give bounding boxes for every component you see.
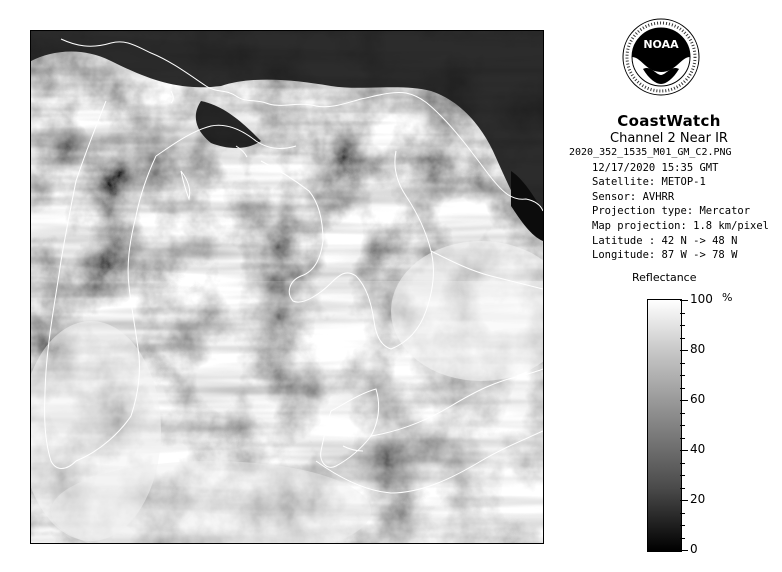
colorbar-tick <box>680 325 685 326</box>
satellite: Satellite: METOP-1 <box>592 176 706 189</box>
colorbar-tick <box>680 475 685 476</box>
datetime: 12/17/2020 15:35 GMT <box>592 161 719 174</box>
colorbar-tick <box>680 400 688 401</box>
colorbar-tick <box>680 438 685 439</box>
colorbar-tick-label: 100 <box>690 292 713 306</box>
info-panel <box>562 112 782 263</box>
noaa-logo-text: NOAA <box>643 38 679 51</box>
colorbar-tick <box>680 550 688 551</box>
colorbar-tick <box>680 413 685 414</box>
sensor: Sensor: AVHRR <box>592 190 675 203</box>
noaa-logo <box>621 17 701 97</box>
colorbar-tick <box>680 388 685 389</box>
colorbar-tick <box>680 450 688 451</box>
colorbar-tick <box>680 363 685 364</box>
colorbar <box>647 299 682 552</box>
colorbar-tick <box>680 463 685 464</box>
colorbar-tick <box>680 425 685 426</box>
satellite-image <box>31 31 543 543</box>
colorbar-tick <box>680 350 688 351</box>
colorbar-unit: % <box>722 291 733 304</box>
satellite-map <box>30 30 544 544</box>
colorbar-tick-label: 60 <box>690 392 706 406</box>
colorbar-tick <box>680 538 685 539</box>
map-projection: Map projection: 1.8 km/pixel <box>592 219 770 232</box>
colorbar-tick <box>680 313 685 314</box>
colorbar-tick <box>680 375 685 376</box>
colorbar-tick <box>680 488 685 489</box>
colorbar-tick-label: 20 <box>690 492 706 506</box>
channel-label: Channel 2 Near IR <box>610 131 728 146</box>
colorbar-tick <box>680 338 685 339</box>
colorbar-label: Reflectance <box>632 271 697 284</box>
colorbar-tick <box>680 513 685 514</box>
colorbar-tick <box>680 525 685 526</box>
colorbar-tick <box>680 500 688 501</box>
latitude-range: Latitude : 42 N -> 48 N <box>592 234 738 247</box>
colorbar-tick-label: 0 <box>690 542 698 556</box>
colorbar-tick-label: 80 <box>690 342 706 356</box>
filename: 2020_352_1535_M01_GM_C2.PNG <box>569 147 732 158</box>
product-title: CoastWatch <box>617 112 721 130</box>
colorbar-tick-label: 40 <box>690 442 706 456</box>
projection-type: Projection type: Mercator <box>592 205 751 218</box>
colorbar-tick <box>680 300 688 301</box>
longitude-range: Longitude: 87 W -> 78 W <box>592 249 738 262</box>
